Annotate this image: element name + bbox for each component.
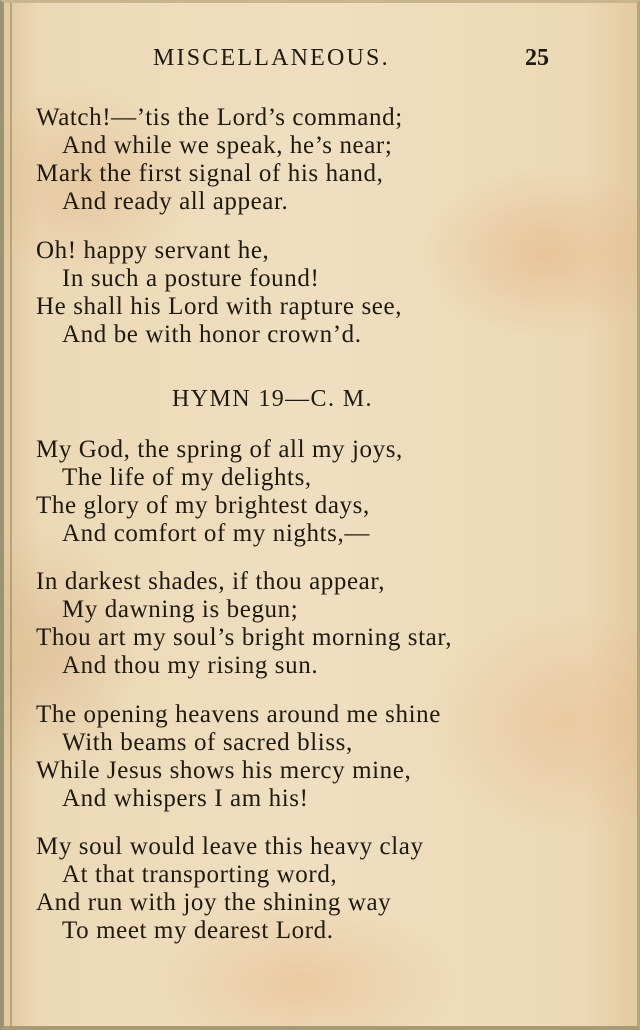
verse-line: My soul would leave this heavy clay: [36, 833, 424, 860]
verse-line: Thou art my soul’s bright morning star,: [36, 624, 453, 651]
verse-line: And thou my rising sun.: [62, 652, 319, 679]
verse-line: And comfort of my nights,—: [62, 520, 370, 547]
verse-line: Mark the first signal of his hand,: [36, 160, 384, 187]
verse-line: Oh! happy servant he,: [36, 237, 270, 264]
verse-line: The life of my delights,: [62, 464, 312, 491]
verse-line: At that transporting word,: [62, 861, 338, 888]
verse-line: And whispers I am his!: [62, 785, 309, 812]
verse-line: And ready all appear.: [62, 188, 289, 215]
verse-line: While Jesus shows his mercy mine,: [36, 757, 412, 784]
verse-line: Watch!—’tis the Lord’s command;: [36, 104, 403, 131]
verse-line: To meet my dearest Lord.: [62, 917, 334, 944]
running-title: MISCELLANEOUS.: [153, 45, 390, 71]
verse-line: With beams of sacred bliss,: [62, 729, 353, 756]
verse-line: The opening heavens around me shine: [36, 701, 441, 728]
running-head: [4, 45, 637, 81]
verse-line: My God, the spring of all my joys,: [36, 436, 403, 463]
verse-line: In darkest shades, if thou appear,: [36, 568, 386, 595]
verse-line: My dawning is begun;: [62, 596, 299, 623]
verse-line: And run with joy the shining way: [36, 889, 392, 916]
verse-line: The glory of my brightest days,: [36, 492, 370, 519]
spine-shadow: [10, 3, 12, 1026]
verse-line: And be with honor crown’d.: [62, 321, 362, 348]
verse-line: And while we speak, he’s near;: [62, 132, 393, 159]
hymn-heading: HYMN 19—C. M.: [172, 386, 373, 412]
verse-line: In such a posture found!: [62, 265, 320, 292]
page-number: 25: [525, 45, 549, 71]
verse-line: He shall his Lord with rapture see,: [36, 293, 403, 320]
